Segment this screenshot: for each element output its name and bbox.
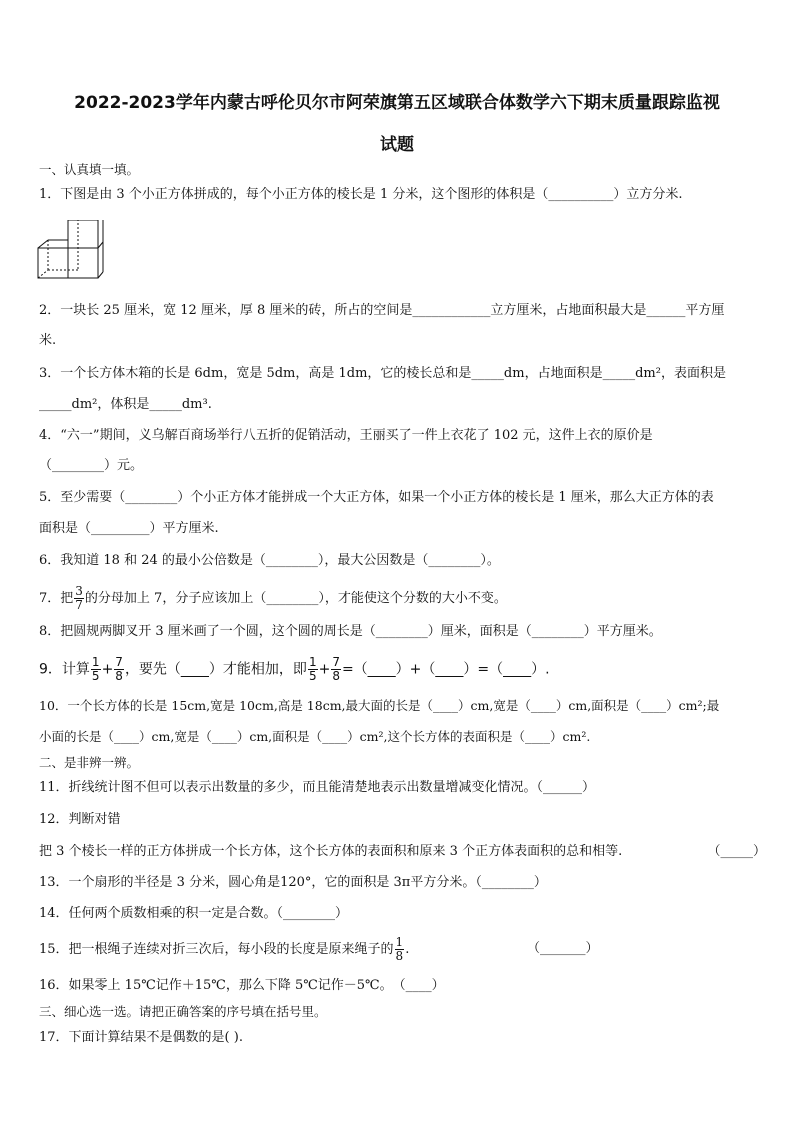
fraction-denominator: 8 (332, 669, 340, 683)
fraction-numerator: 7 (332, 655, 340, 669)
fraction-denominator: 8 (115, 669, 123, 683)
fraction-denominator: 5 (91, 669, 100, 683)
question-9-suffix: =（____）+（____）=（____）. (341, 661, 550, 678)
plus-sign: + (318, 661, 331, 678)
plus-sign: + (101, 661, 114, 678)
question-12-blank: （_____） (707, 844, 766, 859)
fraction-numerator: 7 (115, 655, 123, 669)
fraction-7-8 (331, 656, 341, 683)
question-3-cont: _____dm²，体积是_____dm³. (39, 397, 212, 412)
question-15-period: . (405, 942, 410, 957)
fraction-numerator: 1 (91, 655, 100, 669)
fraction-7-8 (114, 656, 124, 683)
question-15-text: 15．把一根绳子连续对折三次后，每小段的长度是原来绳子的 (39, 942, 394, 957)
question-1: 1．下图是由 3 个小正方体拼成的，每个小正方体的棱长是 1 分米，这个图形的体积是（__________）立方分米. (39, 187, 683, 202)
question-16: 16．如果零上 15℃记作＋15℃，那么下降 5℃记作－5℃。 （____） (39, 978, 445, 993)
question-9-middle: ，要先（____）才能相加，即 (124, 661, 307, 678)
fraction-denominator: 5 (308, 669, 317, 683)
question-15-blank: （_______） (527, 941, 599, 956)
section-3-heading: 三、细心选一选。请把正确答案的序号填在括号里。 (39, 1004, 327, 1019)
fraction-1-5 (91, 656, 101, 683)
fraction-1-5 (308, 656, 318, 683)
fraction-3-7 (74, 585, 84, 612)
three-cubes-figure (36, 220, 106, 286)
question-7-suffix: 的分母加上 7，分子应该加上（________），才能使这个分数的大小不变。 (84, 591, 507, 606)
question-11: 11．折线统计图不但可以表示出数量的多少，而且能清楚地表示出数量增减变化情况。（______） (39, 780, 596, 795)
question-5-cont: 面积是（_________）平方厘米. (39, 521, 219, 536)
question-4-cont: （________）元。 (39, 458, 144, 473)
question-2-cont: 米. (39, 333, 57, 348)
question-3: 3．一个长方体木箱的长是 6dm，宽是 5dm，高是 1dm，它的棱长总和是_____dm，占地面积是_____dm²，表面积是 (39, 366, 726, 381)
question-2: 2．一块长 25 厘米，宽 12 厘米，厚 8 厘米的砖，所占的空间是____________立方厘米，占地面积最大是______平方厘 (39, 303, 725, 318)
page-title: 2022-2023学年内蒙古呼伦贝尔市阿荣旗第五区域联合体数学六下期末质量跟踪监视 (74, 93, 720, 113)
question-8: 8．把圆规两脚叉开 3 厘米画了一个圆，这个圆的周长是（________）厘米，面积是（________）平方厘米。 (39, 624, 662, 639)
question-6: 6．我知道 18 和 24 的最小公倍数是（________），最大公因数是（________）。 (39, 553, 500, 568)
question-13: 13．一个扇形的半径是 3 分米，圆心角是120°，它的面积是 3π平方分米。（________） (39, 875, 547, 890)
fraction-denominator: 8 (395, 949, 404, 963)
question-12-heading: 12．判断对错 (39, 812, 121, 827)
fraction-numerator: 1 (308, 655, 317, 669)
question-5: 5．至少需要（________）个小正方体才能拼成一个大正方体，如果一个小正方体的棱长是 1 厘米，那么大正方体的表 (39, 490, 714, 505)
page-title-line2: 试题 (380, 135, 414, 155)
question-9-prefix: 9．计算 (39, 661, 90, 678)
question-10-cont: 小面的长是（____）cm,宽是（____）cm,面积是（____）cm²,这个长方体的表面积是（____）cm². (39, 729, 591, 744)
fraction-1-8 (395, 936, 405, 963)
question-4: 4．“六一”期间，义乌解百商场举行八五折的促销活动，王丽买了一件上衣花了 102 元，这件上衣的原价是 (39, 428, 653, 443)
fraction-numerator: 3 (75, 584, 83, 598)
section-1-heading: 一、认真填一填。 (39, 162, 140, 177)
fraction-denominator: 7 (75, 598, 83, 612)
question-15 (39, 936, 766, 963)
question-10: 10．一个长方体的长是 15cm,宽是 10cm,高是 18cm,最大面的长是（____）cm,宽是（____）cm,面积是（____）cm²;最 (39, 698, 720, 713)
section-2-heading: 二、是非辨一辨。 (39, 755, 140, 770)
question-9 (39, 656, 766, 683)
question-12 (39, 843, 766, 861)
fraction-numerator: 1 (395, 935, 404, 949)
question-7 (39, 585, 766, 612)
question-7-prefix: 7．把 (39, 591, 74, 606)
question-14: 14．任何两个质数相乘的积一定是合数。（________） (39, 906, 349, 921)
question-17: 17．下面计算结果不是偶数的是( ). (39, 1030, 243, 1045)
question-12-text: 把 3 个棱长一样的正方体拼成一个长方体，这个长方体的表面积和原来 3 个正方体表面积的总和相等. (39, 844, 623, 859)
